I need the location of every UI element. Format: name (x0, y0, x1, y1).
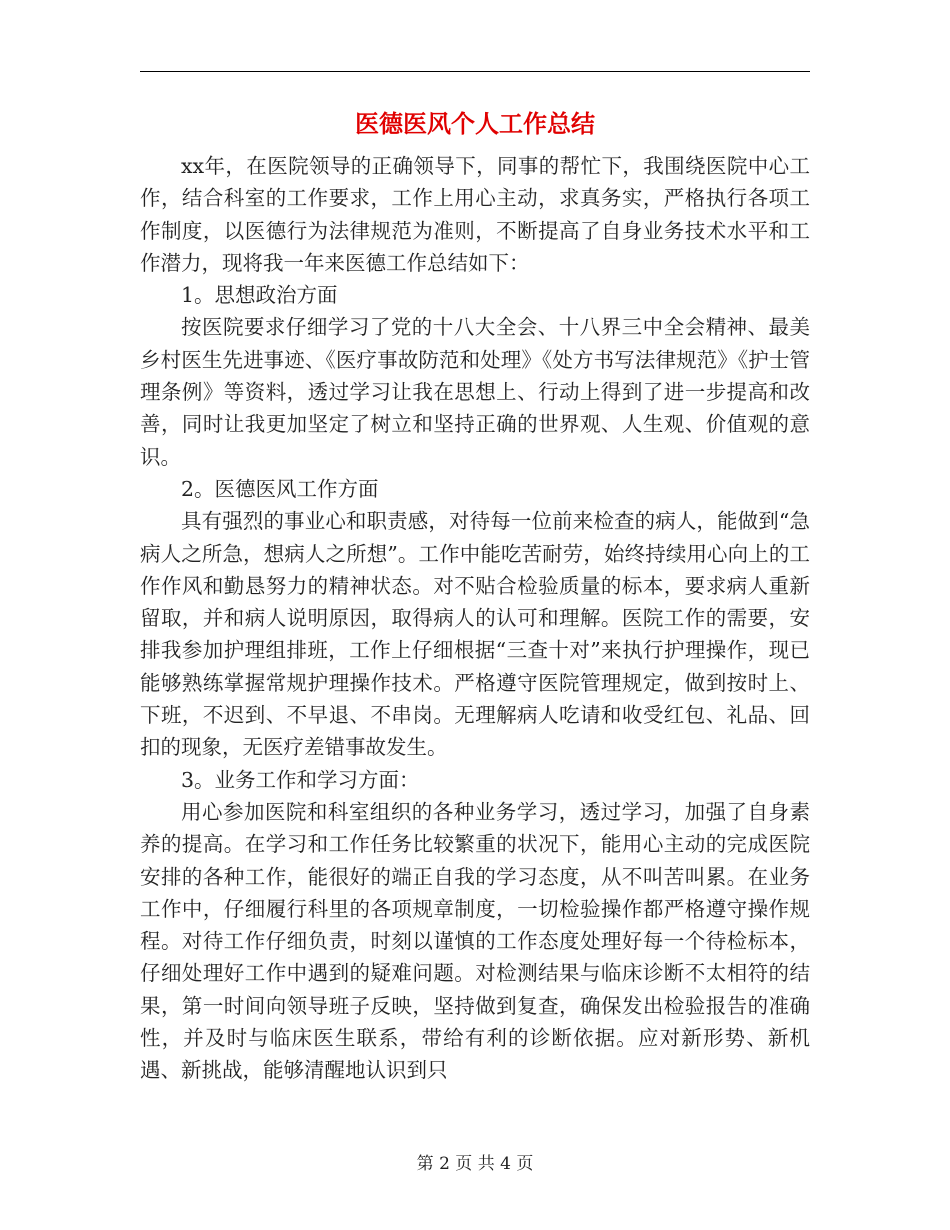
politics-paragraph: 按医院要求仔细学习了党的十八大全会、十八界三中全会精神、最美乡村医生先进事迹、《医疗事故防范和处理》《处方书写法律规范》《护士管理条例》等资料，透过学习让我在思想上、行动上得到了进一步提高和改善，同时让我更加坚定了树立和坚持正确的世界观、人生观、价值观的意识。 (140, 315, 810, 469)
ethics-paragraph: 具有强烈的事业心和职责感，对待每一位前来检查的病人，能做到“急病人之所急，想病人之所想”。工作中能吃苦耐劳，始终持续用心向上的工作作风和勤恳努力的精神状态。对不贴合检验质量的标本，要求病人重新留取，并和病人说明原因，取得病人的认可和理解。医院工作的需要，安排我参加护理组排班，工作上仔细根据“三查十对”来执行护理操作，现已能够熟练掌握常规护理操作技术。严格遵守医院管理规定，做到按时上、下班，不迟到、不早退、不串岗。无理解病人吃请和收受红包、礼品、回扣的现象，无医疗差错事故发生。 (140, 509, 810, 760)
business-paragraph: 用心参加医院和科室组织的各种业务学习，透过学习，加强了自身素养的提高。在学习和工作任务比较繁重的状况下，能用心主动的完成医院安排的各种工作，能很好的端正自我的学习态度，从不叫苦叫累。在业务工作中，仔细履行科里的各项规章制度，一切检验操作都严格遵守操作规程。对待工作仔细负责，时刻以谨慎的工作态度处理好每一个待检标本，仔细处理好工作中遇到的疑难问题。对检测结果与临床诊断不太相符的结果，第一时间向领导班子反映，坚持做到复查，确保发出检验报告的准确性，并及时与临床医生联系，带给有利的诊断依据。应对新形势、新机遇、新挑战，能够清醒地认识到只 (140, 799, 810, 1083)
page-number-footer: 第 2 页 共 4 页 (416, 1154, 534, 1174)
section-heading-business: 3。业务工作和学习方面： (181, 767, 420, 792)
document-body (140, 150, 810, 1087)
intro-paragraph: xx年，在医院领导的正确领导下，同事的帮忙下，我围绕医院中心工作，结合科室的工作要求，工作上用心主动，求真务实，严格执行各项工作制度，以医德行为法律规范为准则，不断提高了自身业务技术水平和工作潜力，现将我一年来医德工作总结如下： (140, 154, 810, 275)
section-heading-politics: 1。思想政治方面 (181, 283, 338, 308)
header-rule (140, 71, 810, 72)
section-heading-ethics: 2。医德医风工作方面 (181, 476, 379, 501)
document-title: 医德医风个人工作总结 (355, 109, 595, 138)
